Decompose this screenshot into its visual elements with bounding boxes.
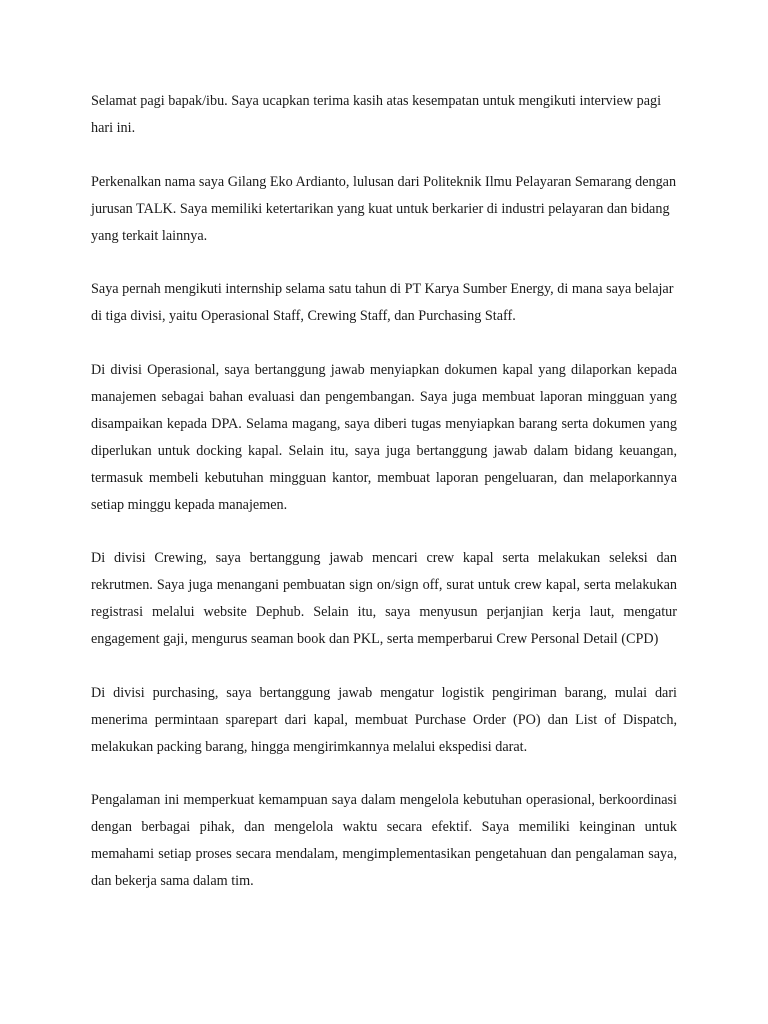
document-body — [91, 88, 677, 922]
paragraph-introduction: Perkenalkan nama saya Gilang Eko Ardianto, lulusan dari Politeknik Ilmu Pelayaran Semarang dengan jurusan TALK. Saya memiliki ketertarikan yang kuat untuk berkarier di industri pelayaran dan bidang yang terkait lainnya. — [91, 173, 677, 244]
paragraph-greeting: Selamat pagi bapak/ibu. Saya ucapkan terima kasih atas kesempatan untuk mengikuti interview pagi hari ini. — [91, 93, 662, 136]
paragraph-purchasing-division: Di divisi purchasing, saya bertanggung jawab mengatur logistik pengiriman barang, mulai dari menerima permintaan sparepart dari kapal, membuat Purchase Order (PO) dan List of Dispatch, melakukan packing barang, hingga mengirimkannya melalui ekspedisi darat. — [91, 684, 677, 755]
paragraph-conclusion: Pengalaman ini memperkuat kemampuan saya dalam mengelola kebutuhan operasional, berkoordinasi dengan berbagai pihak, dan mengelola waktu secara efektif. Saya memiliki keinginan untuk memahami setiap proses secara mendalam, mengimplementasikan pengetahuan dan pengalaman saya, dan bekerja sama dalam tim. — [91, 792, 677, 890]
paragraph-crewing-division: Di divisi Crewing, saya bertanggung jawab mencari crew kapal serta melakukan seleksi dan rekrutmen. Saya juga menangani pembuatan sign on/sign off, surat untuk crew kapal, serta melakukan registrasi melalui website Dephub. Selain itu, saya menyusun perjanjian kerja laut, mengatur engagement gaji, mengurus seaman book dan PKL, serta memperbarui Crew Personal Detail (CPD) — [91, 550, 677, 648]
paragraph-operational-division: Di divisi Operasional, saya bertanggung jawab menyiapkan dokumen kapal yang dilaporkan kepada manajemen sebagai bahan evaluasi dan pengembangan. Saya juga membuat laporan mingguan yang disampaikan kepada DPA. Selama magang, saya diberi tugas menyiapkan barang serta dokumen yang diperlukan untuk docking kapal. Selain itu, saya juga bertanggung jawab dalam bidang keuangan, termasuk membeli kebutuhan mingguan kantor, membuat laporan pengeluaran, dan melaporkannya setiap minggu kepada manajemen. — [91, 362, 677, 513]
paragraph-internship: Saya pernah mengikuti internship selama satu tahun di PT Karya Sumber Energy, di mana saya belajar di tiga divisi, yaitu Operasional Staff, Crewing Staff, dan Purchasing Staff. — [91, 281, 674, 325]
